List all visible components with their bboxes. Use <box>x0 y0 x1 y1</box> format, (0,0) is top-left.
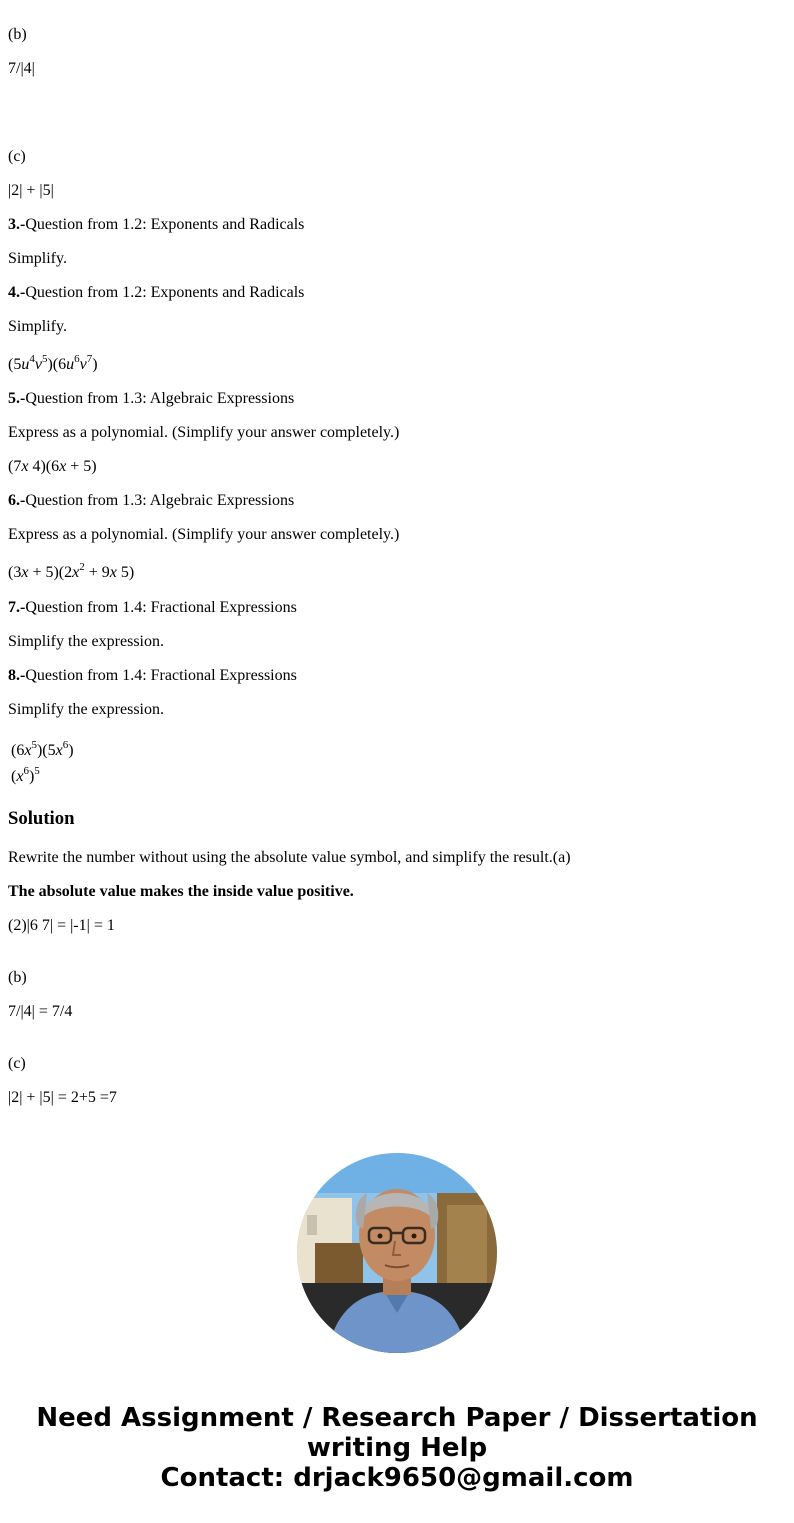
solution-heading: Solution <box>8 808 75 829</box>
question-6-heading <box>8 492 294 510</box>
question-7-instruction: Simplify the expression. <box>8 633 164 650</box>
part-c-label: (c) <box>8 148 26 165</box>
part-c-expression: |2| + |5| <box>8 182 54 199</box>
question-7-heading <box>8 599 297 617</box>
question-5-expression: (7x 4)(6x + 5) <box>8 458 97 475</box>
solution-intro: Rewrite the number without using the absolute value symbol, and simplify the result.(a) <box>8 849 571 866</box>
footer-line-1: Need Assignment / Research Paper / Dissertation <box>36 1403 758 1433</box>
question-8-numerator: $(6x^5)(5x^6)$ <box>11 738 74 759</box>
question-title: Question from 1.4: Fractional Expressions <box>25 667 297 684</box>
question-8-instruction: Simplify the expression. <box>8 701 164 718</box>
solution-part-b-label: (b) <box>8 969 27 986</box>
question-6-expression: $(3x + 5)(2x^2 + 9x$ 5) <box>8 560 135 581</box>
solution-note: The absolute value makes the inside value positive. <box>8 883 354 900</box>
question-4-instruction: Simplify. <box>8 318 67 335</box>
question-number: 3.- <box>8 216 26 233</box>
question-number: 6.- <box>8 492 26 509</box>
question-number: 7.- <box>8 599 26 616</box>
solution-part-c: |2| + |5| = 2+5 =7 <box>8 1089 117 1106</box>
solution-part-c-label: (c) <box>8 1055 26 1072</box>
part-b-expression: 7/|4| <box>8 60 35 77</box>
question-4-expression: $(5u^4v^5)(6u^6v^7)$ <box>8 352 98 373</box>
author-photo <box>297 1153 497 1353</box>
footer-contact: Contact: drjack9650@gmail.com <box>160 1463 634 1493</box>
question-6-instruction: Express as a polynomial. (Simplify your answer completely.) <box>8 526 400 543</box>
question-number: 5.- <box>8 390 26 407</box>
question-title: Question from 1.3: Algebraic Expressions <box>25 390 295 407</box>
question-title: Question from 1.2: Exponents and Radicals <box>25 284 305 301</box>
question-8-denominator: $(x^6)^5$ <box>11 764 40 785</box>
author-portrait <box>297 1153 497 1353</box>
question-number: 8.- <box>8 667 26 684</box>
question-title: Question from 1.4: Fractional Expressions <box>25 599 297 616</box>
footer-line-2: writing Help <box>306 1433 488 1463</box>
question-title: Question from 1.2: Exponents and Radicals <box>25 216 305 233</box>
question-title: Question from 1.3: Algebraic Expressions <box>25 492 295 509</box>
question-5-heading <box>8 390 294 408</box>
question-8-heading <box>8 667 297 685</box>
question-3-instruction: Simplify. <box>8 250 67 267</box>
footer-banner <box>0 1403 794 1493</box>
question-5-instruction: Express as a polynomial. (Simplify your answer completely.) <box>8 424 400 441</box>
solution-part-b: 7/|4| = 7/4 <box>8 1003 73 1020</box>
solution-part-a: (2)|6 7| = |-1| = 1 <box>8 917 115 934</box>
question-number: 4.- <box>8 284 26 301</box>
question-4-heading <box>8 284 304 302</box>
question-3-heading <box>8 216 304 234</box>
part-b-label: (b) <box>8 26 27 43</box>
